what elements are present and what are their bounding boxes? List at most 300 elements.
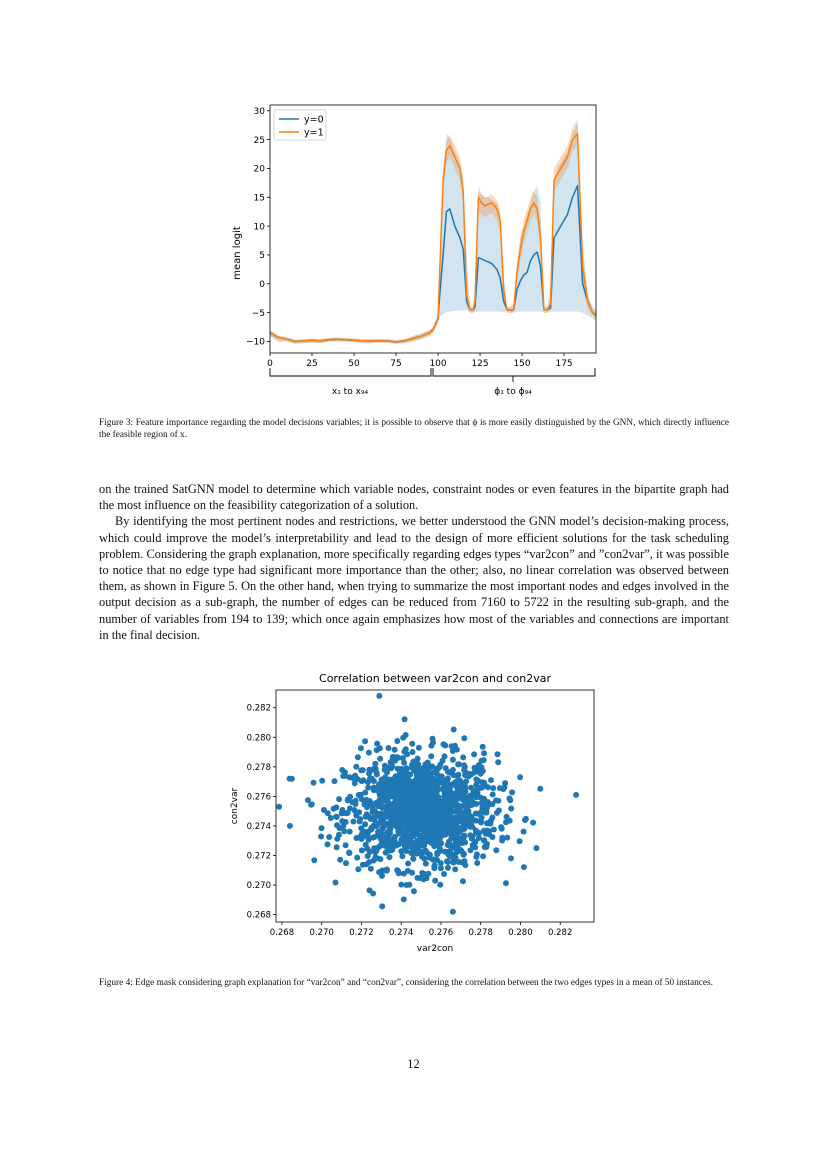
scatter-point [376,869,382,875]
scatter-point [336,796,342,802]
scatter-point [495,751,501,757]
scatter-point [356,809,362,815]
scatter-point [481,796,487,802]
scatter-point [478,820,484,826]
scatter-point [466,773,472,779]
y-tick-label: 0.274 [246,821,271,832]
scatter-point [445,865,451,871]
scatter-point [342,773,348,779]
scatter-point [352,776,358,782]
scatter-point-outlier [289,776,295,782]
scatter-point [373,769,379,775]
scatter-point [417,788,423,794]
scatter-point [371,778,377,784]
scatter-point [456,761,462,767]
scatter-point [436,786,442,792]
figure-4-caption-text: Edge mask considering graph explanation for “var2con” and “con2var”, considering the correlation between the two edges types in a mean of 50 instances. [135,978,713,988]
scatter-point [484,804,490,810]
scatter-point [421,765,427,771]
scatter-point [481,828,487,834]
legend-label-y1: y=1 [304,127,324,139]
scatter-point [486,820,492,826]
scatter-point [366,771,372,777]
scatter-point [442,849,448,855]
scatter-point [432,794,438,800]
x-tick-label: 25 [306,359,318,369]
scatter-point [379,903,385,909]
scatter-point [431,863,437,869]
scatter-point [347,829,353,835]
y-axis-label: mean logit [232,226,243,280]
scatter-point [461,803,467,809]
scatter-point [416,807,422,813]
legend [274,110,326,140]
scatter-point [365,779,371,785]
scatter-point [403,746,409,752]
scatter-point [377,756,383,762]
scatter-point [416,816,422,822]
figure-3-line-chart [228,100,600,402]
x-tick-label: 150 [513,359,531,369]
figure-4-scatter-chart [226,668,598,958]
scatter-point [410,784,416,790]
scatter-point [461,767,467,773]
scatter-point [374,741,380,747]
scatter-point [473,854,479,860]
scatter-point [455,843,461,849]
scatter-point [276,804,282,810]
x-tick-label: 50 [348,359,360,369]
scatter-point [522,817,528,823]
scatter-point [371,787,377,793]
scatter-point [361,833,367,839]
scatter-point [389,806,395,812]
scatter-point [441,796,447,802]
scatter-point [507,797,513,803]
figure-4-caption [99,977,729,989]
x-tick-label: 175 [555,359,573,369]
scatter-point [393,843,399,849]
x-tick-label: 100 [429,359,447,369]
scatter-point [411,802,417,808]
chart-title: Correlation between var2con and con2var [319,672,551,685]
legend-label-y0: y=0 [304,114,324,126]
scatter-point [430,786,436,792]
scatter-point [438,804,444,810]
scatter-point [378,843,384,849]
scatter-point [407,772,413,778]
scatter-point [504,814,510,820]
scatter-point [362,790,368,796]
y-tick-label: 20 [253,164,265,175]
scatter-point [428,811,434,817]
scatter-point [372,761,378,767]
scatter-point [454,829,460,835]
scatter-point [362,738,368,744]
y-axis-label: con2var [230,787,240,825]
scatter-point [478,771,484,777]
scatter-point [405,868,411,874]
scatter-point [473,827,479,833]
scatter-point [347,794,353,800]
scatter-point [402,847,408,853]
scatter-point [457,809,463,815]
scatter-point [359,778,365,784]
scatter-point [495,759,501,765]
scatter-point [537,786,543,792]
scatter-point [369,804,375,810]
scatter-point [450,823,456,829]
scatter-point [436,764,442,770]
y-tick-label: 10 [253,222,265,233]
scatter-point [358,767,364,773]
scatter-point [445,842,451,848]
scatter-point [400,735,406,741]
scatter-point [474,860,480,866]
scatter-point [367,798,373,804]
scatter-point [305,797,311,803]
scatter-point [334,836,340,842]
scatter-point [409,741,415,747]
scatter-point [530,820,536,826]
scatter-point [407,789,413,795]
scatter-point [430,736,436,742]
scatter-point [448,835,454,841]
bracket-left-label: x₁ to x₉₄ [331,387,369,397]
scatter-point [470,817,476,823]
scatter-point [377,789,383,795]
scatter-point [360,862,366,868]
scatter-point [364,804,370,810]
scatter-point [477,764,483,770]
scatter-point [350,819,356,825]
scatter-point [405,861,411,867]
scatter-point [387,777,393,783]
scatter-point [393,796,399,802]
scatter-point [440,758,446,764]
y-tick-label: 30 [253,106,265,117]
scatter-point [493,798,499,804]
scatter-point [460,878,466,884]
scatter-point [457,791,463,797]
scatter-point [416,745,422,751]
scatter-point [382,767,388,773]
scatter-point [410,848,416,854]
x-axis-ticks [267,353,573,369]
scatter-point [343,860,349,866]
scatter-point [370,891,376,897]
scatter-point [339,807,345,813]
scatter-point [377,781,383,787]
scatter-point [490,785,496,791]
scatter-point [461,832,467,838]
scatter-point [345,810,351,816]
paragraph-2: By identifying the most pertinent nodes and restrictions, we better understood the GNN model’s decision-making process, which could improve the model’s interpretability and lead to the design of more efficient solutions for the task scheduling problem. Considering the graph explanation, more specifically regarding edges types “var2con” and ”con2var”, it was possible to notice that no edge type had significant more importance than the other; also, no linear correlation was observed between them, as shown in Figure 5. On the other hand, when trying to summarize the most important nodes and edges involved in the output decision as a sub-graph, the number of edges can be reduced from 7160 to 5722 in the resulting sub-graph, and the number of variables from 194 to 139; which once again emphasizes how most of the variables and connections are important in the final decision. [99,514,729,642]
scatter-point [332,778,338,784]
scatter-point [398,882,404,888]
scatter-point [501,785,507,791]
scatter-point [337,857,343,863]
x-tick-label: 0.278 [468,928,493,938]
scatter-point [481,838,487,844]
scatter-point [441,871,447,877]
scatter-point [318,834,324,840]
body-text [99,481,729,643]
scatter-point [404,882,410,888]
scatter-point [394,738,400,744]
y-axis-ticks [246,107,270,348]
scatter-point [375,811,381,817]
scatter-point [460,754,466,760]
scatter-point [366,750,372,756]
scatter-point [486,828,492,834]
scatter-point [472,769,478,775]
scatter-point [424,820,430,826]
scatter-point [470,842,476,848]
scatter-point [408,827,414,833]
scatter-point [339,818,345,824]
scatter-point [442,743,448,749]
scatter-point [499,826,505,832]
scatter-point [311,780,317,786]
scatter-point [401,896,407,902]
scatter-point-outlier [287,823,293,829]
bracket-left [270,368,431,397]
x-axis-label: var2con [416,944,454,954]
y-tick-label: −5 [251,308,265,319]
scatter-point [517,838,523,844]
scatter-point [442,832,448,838]
scatter-point [393,802,399,808]
scatter-point [333,880,339,886]
scatter-point [357,816,363,822]
scatter-point [443,784,449,790]
scatter-point [521,829,527,835]
scatter-point [385,796,391,802]
scatter-point [403,839,409,845]
y-tick-label: 0.280 [246,733,271,744]
scatter-point-outlier [573,792,579,798]
scatter-point [367,849,373,855]
scatter-point [432,878,438,884]
scatter-point [395,755,401,761]
figure-3-caption-label: Figure 3: [99,418,134,428]
scatter-point [372,834,378,840]
scatter-point [509,789,515,795]
y-tick-label: 0.268 [246,910,271,921]
scatter-point [311,857,317,863]
scatter-point [450,757,456,763]
scatter-point [387,854,393,860]
scatter-point [459,825,465,831]
scatter-point [368,816,374,822]
scatter-point [339,767,345,773]
scatter-point [359,796,365,802]
scatter-point [448,808,454,814]
scatter-point [394,867,400,873]
scatter-point [392,823,398,829]
x-axis-ticks [270,922,573,938]
y-tick-label: 0.276 [246,792,271,803]
scatter-point [426,769,432,775]
scatter-point [371,858,377,864]
scatter-point [427,763,433,769]
scatter-point [480,744,486,750]
scatter-point [459,859,465,865]
scatter-point [462,785,468,791]
scatter-point [365,785,371,791]
scatter-point [517,774,523,780]
scatter-point [480,809,486,815]
bracket-right-label: ϕ₁ to ϕ₉₄ [494,387,532,397]
scatter-point [380,812,386,818]
scatter-point [493,847,499,853]
y-axis-ticks [247,704,276,921]
figure-3-caption [99,417,729,441]
scatter-point [354,855,360,861]
y-tick-label: 0.272 [246,851,271,862]
scatter-point [404,806,410,812]
scatter-point [355,866,361,872]
scatter-point [334,844,340,850]
scatter-point [399,853,405,859]
scatter-point [382,835,388,841]
scatter-point [448,800,454,806]
scatter-point [473,776,479,782]
y-tick-label: 0.282 [246,703,271,714]
scatter-point [453,781,459,787]
scatter-point [358,745,364,751]
scatter-point [490,792,496,798]
scatter-point [423,861,429,867]
scatter-point [499,838,505,844]
figure-3-caption-text: Feature importance regarding the model decisions variables; it is possible to observe that ϕ is more easily distinguished by the GNN, which directly influence the feasible region of x. [99,418,729,441]
x-tick-label: 0.270 [309,928,334,938]
scatter-point [508,806,514,812]
scatter-point [438,817,444,823]
scatter-point [374,823,380,829]
y-tick-label: −10 [246,337,265,348]
scatter-point [388,765,394,771]
scatter-point [343,842,349,848]
scatter-point [461,762,467,768]
scatter-point-outlier [533,845,539,851]
scatter-point [439,773,445,779]
scatter-point [488,777,494,783]
y-tick-label: 0 [259,279,265,290]
scatter-point [470,834,476,840]
x-tick-label: 0.282 [548,928,573,938]
scatter-point [421,871,427,877]
scatter-point [401,787,407,793]
scatter-point [464,822,470,828]
scatter-point [386,745,392,751]
x-tick-label: 0 [267,359,273,369]
scatter-point [326,834,332,840]
scatter-point [368,866,374,872]
scatter-point [387,828,393,834]
scatter-point [420,834,426,840]
scatter-point [400,829,406,835]
x-tick-label: 0.274 [389,928,414,938]
x-tick-label: 0.268 [269,928,295,938]
scatter-point [346,850,352,856]
y-tick-label: 0.270 [246,881,271,892]
scatter-point [431,856,437,862]
scatter-point [430,828,436,834]
scatter-point [427,852,433,858]
paragraph-1: on the trained SatGNN model to determine which variable nodes, constraint nodes or even features in the bipartite graph had the most influence on the feasibility categorization of a solution. [99,482,729,513]
scatter-point [401,770,407,776]
x-tick-label: 0.276 [428,928,454,938]
scatter-point [333,814,339,820]
scatter-point [390,789,396,795]
scatter-point [435,779,441,785]
scatter-point [438,865,444,871]
y-tick-label: 25 [253,135,265,146]
y-tick-label: 0.278 [246,762,271,773]
scatter-point [334,822,340,828]
scatter-point [467,847,473,853]
scatter-point [425,782,431,788]
scatter-point [471,751,477,757]
scatter-point [503,880,509,886]
scatter-point [425,798,431,804]
scatter-point [319,825,325,831]
plot-frame [270,105,596,353]
scatter-point [461,735,467,741]
scatter-point [470,793,476,799]
scatter-point [508,855,514,861]
scatter-points [276,693,579,915]
scatter-point [450,767,456,773]
figure-4-caption-label: Figure 4: [99,978,133,988]
scatter-point [319,778,325,784]
scatter-point [392,747,398,753]
scatter-point [481,757,487,763]
scatter-point [408,833,414,839]
scatter-point [451,727,457,733]
scatter-point [410,749,416,755]
scatter-point [355,754,361,760]
scatter-point [333,804,339,810]
scatter-point [400,794,406,800]
scatter-point [407,819,413,825]
scatter-point-outlier [376,693,382,699]
scatter-point [369,826,375,832]
x-tick-label: 0.280 [508,928,533,938]
scatter-point [443,815,449,821]
scatter-point [452,866,458,872]
scatter-point [482,781,488,787]
scatter-point [359,847,365,853]
page-number: 12 [407,1057,420,1071]
scatter-point [409,765,415,771]
series-line-y0 [270,186,596,342]
scatter-point [379,826,385,832]
scatter-point [469,799,475,805]
scatter-point [496,807,502,813]
x-tick-label: 0.272 [349,928,374,938]
x-tick-label: 75 [390,359,402,369]
scatter-point [450,748,456,754]
scatter-point [422,793,428,799]
scatter-point [402,716,408,722]
scatter-point [384,867,390,873]
scatter-point [445,859,451,865]
scatter-point [401,821,407,827]
scatter-point [419,849,425,855]
